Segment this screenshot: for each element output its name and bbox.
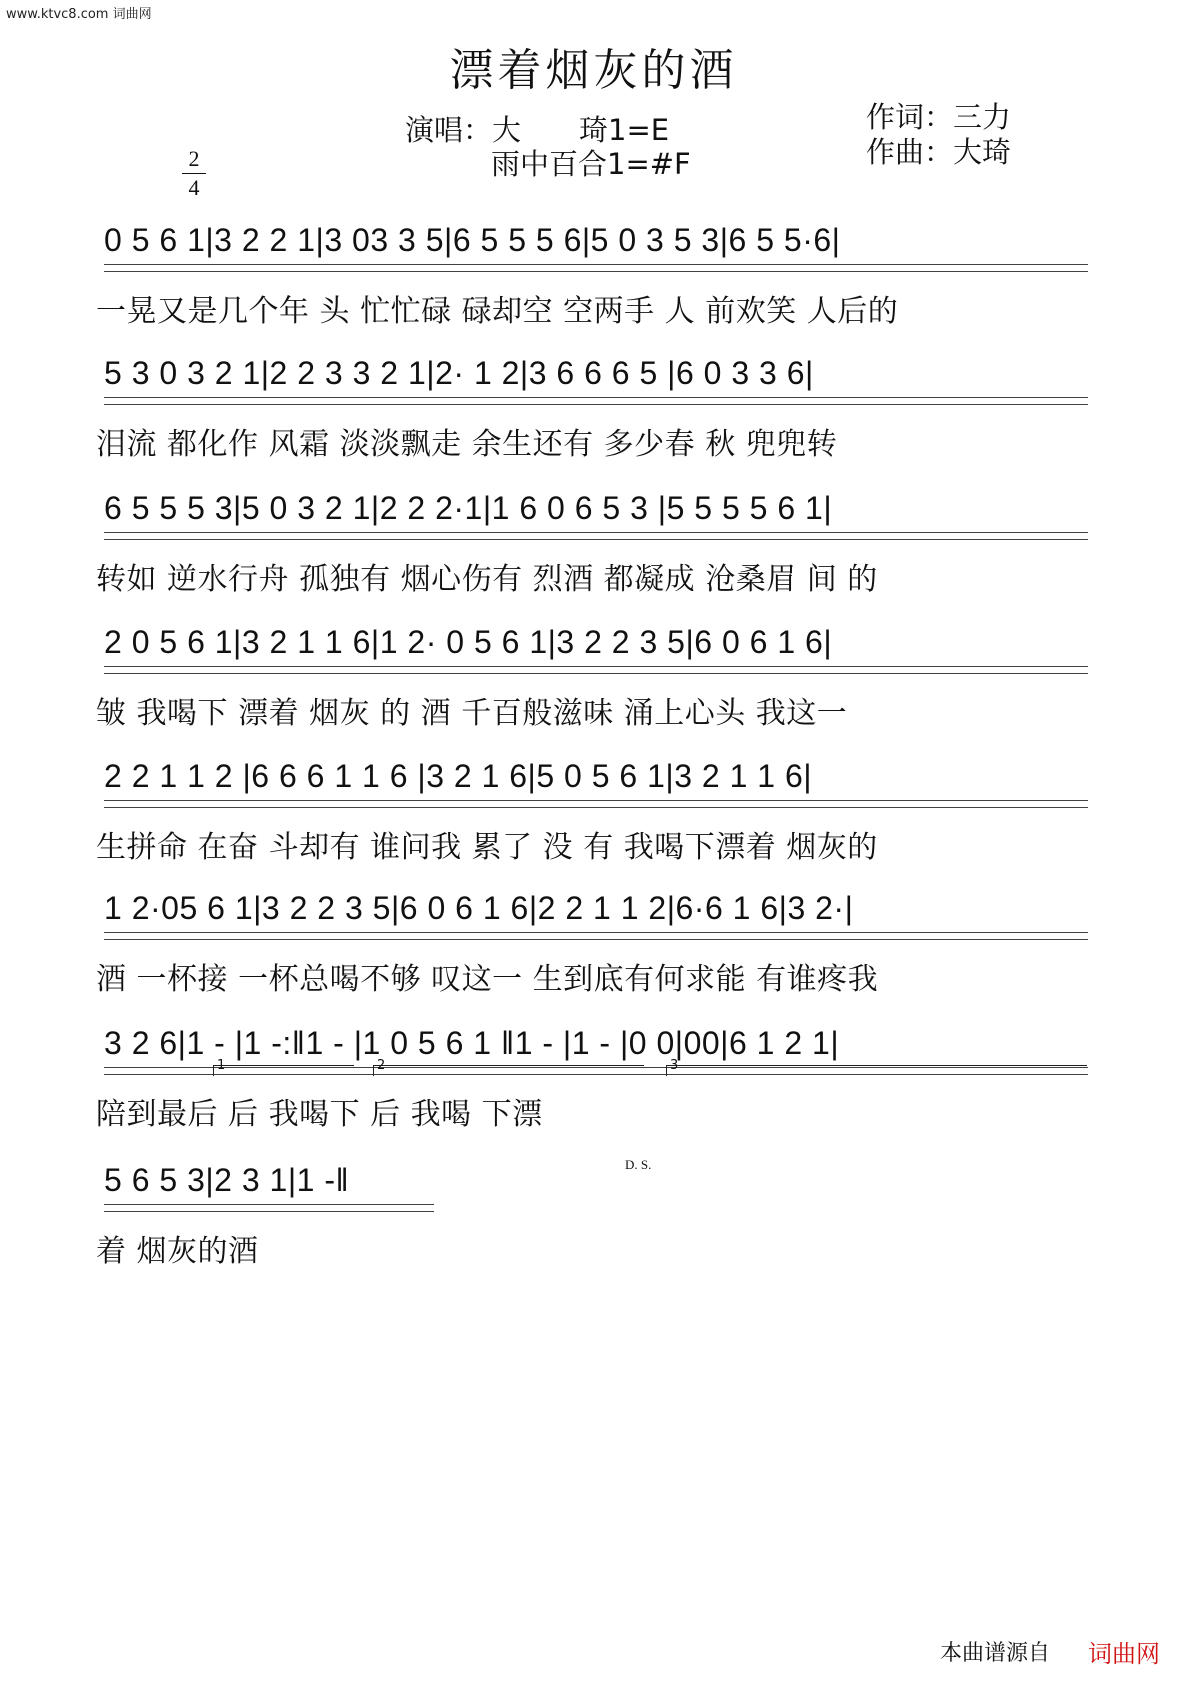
lyric-line: 酒 一杯接 一杯总喝不够 叹这一 生到底有何求能 有谁疼我	[96, 962, 879, 997]
lyric-line: 生拼命 在奋 斗却有 谁问我 累了 没 有 我喝下漂着 烟灰的	[96, 830, 878, 865]
beam-underline	[104, 264, 1088, 272]
ds-mark: D. S.	[625, 1157, 652, 1172]
volta-bracket-2: 2	[373, 1065, 644, 1076]
volta-bracket-3: 3	[666, 1065, 1087, 1076]
beam-underline	[104, 532, 1088, 540]
lyric-line: 转如 逆水行舟 孤独有 烟心伤有 烈酒 都凝成 沧桑眉 间 的	[96, 562, 878, 597]
beam-underline	[104, 800, 1088, 808]
notation-line: 5 6 5 3|2 3 1|1 -‖	[104, 1162, 350, 1198]
song-title: 漂着烟灰的酒	[449, 45, 738, 96]
notation-line: 2 2 1 1 2 |6 6 6 1 1 6 |3 2 1 6|5 0 5 6 1|3 2 1 1 6|	[104, 758, 813, 794]
beam-underline	[104, 397, 1088, 405]
notation-line: 5 3 0 3 2 1|2 2 3 3 2 1|2· 1 2|3 6 6 6 5 |6 0 3 3 6|	[104, 355, 814, 391]
time-signature	[182, 146, 206, 201]
lyricist: 作词：三力	[866, 100, 1012, 134]
lyric-line: 陪到最后 后 我喝下 后 我喝 下漂	[96, 1097, 543, 1132]
volta-bracket-1: 1	[213, 1065, 354, 1076]
notation-line: 2 0 5 6 1|3 2 1 1 6|1 2· 0 5 6 1|3 2 2 3 5|6 0 6 1 6|	[104, 624, 833, 660]
notation-line: 6 5 5 5 3|5 0 3 2 1|2 2 2·1|1 6 0 6 5 3 |5 5 5 5 6 1|	[104, 490, 833, 526]
lyric-line: 泪流 都化作 风霜 淡淡飘走 余生还有 多少春 秋 兜兜转	[96, 427, 838, 462]
composer: 作曲：大琦	[866, 135, 1012, 169]
beam-underline	[104, 932, 1088, 940]
notation-line: 3 2 6|1 - |1 -:‖1 - |1 0 5 6 1 ‖1 - |1 - |0 0|00|6 1 2 1|	[104, 1025, 840, 1061]
footer-site-link[interactable]: 词曲网	[1088, 1640, 1160, 1668]
notation-line: 1 2·05 6 1|3 2 2 3 5|6 0 6 1 6|2 2 1 1 2|6·6 1 6|3 2·|	[104, 890, 854, 926]
time-signature-bottom: 4	[188, 175, 200, 200]
beam-underline	[104, 1204, 434, 1212]
singer-line-2: 雨中百合1=#F	[491, 147, 691, 181]
notation-line: 0 5 6 1|3 2 2 1|3 03 3 5|6 5 5 5 6|5 0 3 5 3|6 5 5·6|	[104, 222, 841, 258]
lyric-line: 一晃又是几个年 头 忙忙碌 碌却空 空两手 人 前欢笑 人后的	[96, 294, 899, 329]
lyric-line: 皱 我喝下 漂着 烟灰 的 酒 千百般滋味 涌上心头 我这一	[96, 696, 848, 731]
watermark: www.ktvc8.com 词曲网	[6, 7, 152, 22]
time-signature-top: 2	[188, 146, 200, 171]
singer-line: 演唱：大 琦1=E	[405, 113, 670, 147]
lyric-line: 着 烟灰的酒	[96, 1234, 259, 1269]
beam-underline	[104, 666, 1088, 674]
footer-source: 本曲谱源自	[940, 1641, 1051, 1666]
